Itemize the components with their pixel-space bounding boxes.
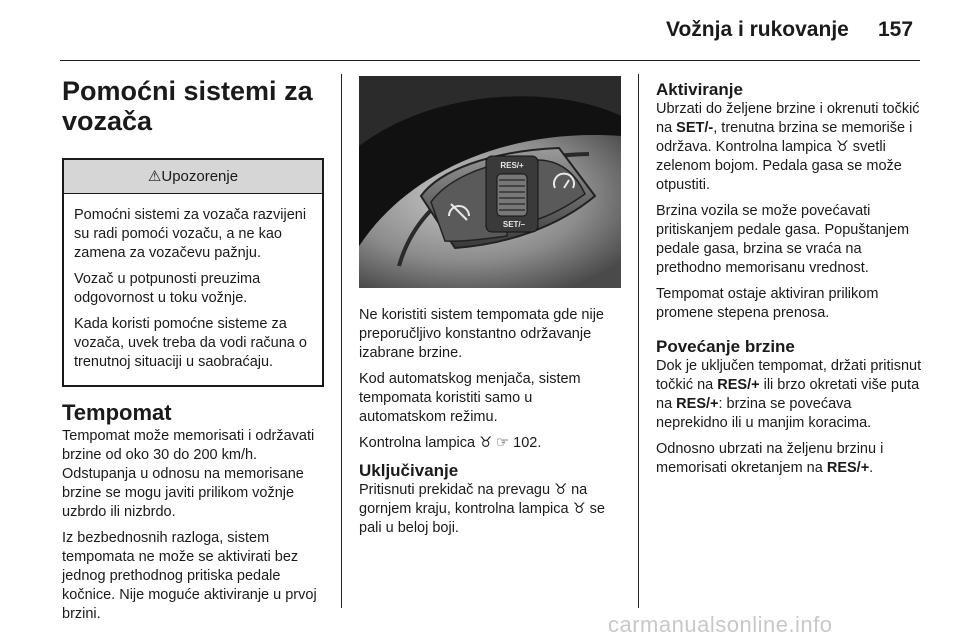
- res-plus-label: RES/+: [500, 161, 524, 170]
- text: svetli zelenom bojom. Pedala gasa se može otpustiti.: [656, 139, 902, 193]
- text: , trenutna brzina se memoriše i održava. Kontrolna lampica: [656, 120, 913, 155]
- column-1: [62, 76, 324, 631]
- column-divider-1: [341, 74, 342, 608]
- text: ili brzo okretati više puta na: [656, 377, 920, 412]
- header-divider: [60, 60, 920, 61]
- text: se pali u beloj boji.: [359, 501, 605, 536]
- column-3: [656, 76, 922, 485]
- warning-body: [64, 194, 322, 385]
- warning-title: Upozorenje: [161, 168, 239, 185]
- text: na gornjem kraju, kontrolna lampica: [359, 482, 588, 517]
- set-minus-label: SET/–: [502, 220, 526, 229]
- tempomat-heading: Tempomat: [62, 400, 172, 425]
- text: Dok je uključen tempomat, držati pritisnut točkić na: [656, 358, 922, 393]
- steering-wheel-controls-illustration: [359, 76, 621, 288]
- text: Odnosno ubrzati na željenu brzinu i memorisati okretanjem na: [656, 441, 884, 476]
- ukljucivanje-heading: Uključivanje: [359, 461, 459, 480]
- text: Ubrzati do željene brzine i okrenuti točkić na: [656, 101, 920, 136]
- page-number: 157: [878, 18, 914, 41]
- cruise-control-icon: ♉: [835, 139, 849, 155]
- paragraph: Kod automatskog menjača, sistem tempomata koristiti samo u automatskom režimu.: [359, 371, 581, 425]
- cruise-control-icon: ♉: [479, 435, 493, 451]
- res-plus-text: RES/+: [676, 396, 719, 412]
- header-title: Vožnja i rukovanje: [666, 18, 849, 41]
- cruise-control-icon: ♉: [572, 501, 586, 517]
- warning-header: [64, 160, 322, 194]
- set-minus-text: SET/-: [676, 120, 714, 136]
- res-plus-text: RES/+: [717, 377, 760, 393]
- paragraph: Iz bezbednosnih razloga, sistem tempomata ne može se aktivirati bez jednog prethodnog pritiska pedale kočnice. Nije moguće aktiviranje u prvoj brzini.: [62, 530, 317, 622]
- text: Kontrolna lampica: [359, 435, 476, 451]
- warning-paragraph: Vozač u potpunosti preuzima odgovornost u toku vožnje.: [74, 271, 261, 306]
- section-title: Pomoćni sistemi za vozača: [62, 76, 313, 136]
- warning-paragraph: Kada koristi pomoćne sisteme za vozača, uvek treba da vodi računa o trenutnoj situaciji u saobraćaju.: [74, 316, 307, 370]
- column-2: [359, 306, 621, 545]
- warning-triangle-icon: ⚠: [147, 167, 162, 185]
- aktiviranje-heading: Aktiviranje: [656, 80, 743, 99]
- paragraph: Brzina vozila se može povećavati pritiskanjem pedale gasa. Popuštanjem pedale gasa, brzina se vraća na prethodno memorisanu vrednost.: [656, 203, 910, 276]
- povecanje-heading: Povećanje brzine: [656, 337, 795, 356]
- warning-paragraph: Pomoćni sistemi za vozača razvijeni su radi pomoći vozaču, a ne kao zamena za vozačevu pažnju.: [74, 207, 307, 261]
- res-plus-text: RES/+: [826, 460, 870, 476]
- paragraph: [656, 100, 922, 195]
- column-divider-2: [638, 74, 639, 608]
- paragraph: Tempomat može memorisati i održavati brzine od oko 30 do 200 km/h. Odstupanja u odnosu na memorisane brzine se mogu javiti prilikom vožnje uzbrdo ili nizbrdo.: [62, 428, 315, 520]
- paragraph: Ne koristiti sistem tempomata gde nije preporučljivo konstantno održavanje izabrane brzine.: [359, 307, 604, 361]
- text: : brzina se povećava neprekidno ili u manjim koracima.: [656, 396, 872, 431]
- page-reference-icon: ☞: [496, 435, 510, 451]
- paragraph: [359, 481, 621, 538]
- paragraph: [656, 357, 922, 433]
- page-reference: 102.: [513, 435, 542, 451]
- text: .: [869, 460, 874, 476]
- cruise-control-icon: ♉: [554, 482, 568, 498]
- paragraph: Tempomat ostaje aktiviran prilikom promene stepena prenosa.: [656, 286, 879, 321]
- paragraph: [656, 440, 922, 478]
- text: Pritisnuti prekidač na prevagu: [359, 482, 551, 498]
- paragraph: [359, 434, 621, 453]
- watermark: carmanualsonline.info: [608, 612, 833, 637]
- warning-box: [62, 158, 324, 387]
